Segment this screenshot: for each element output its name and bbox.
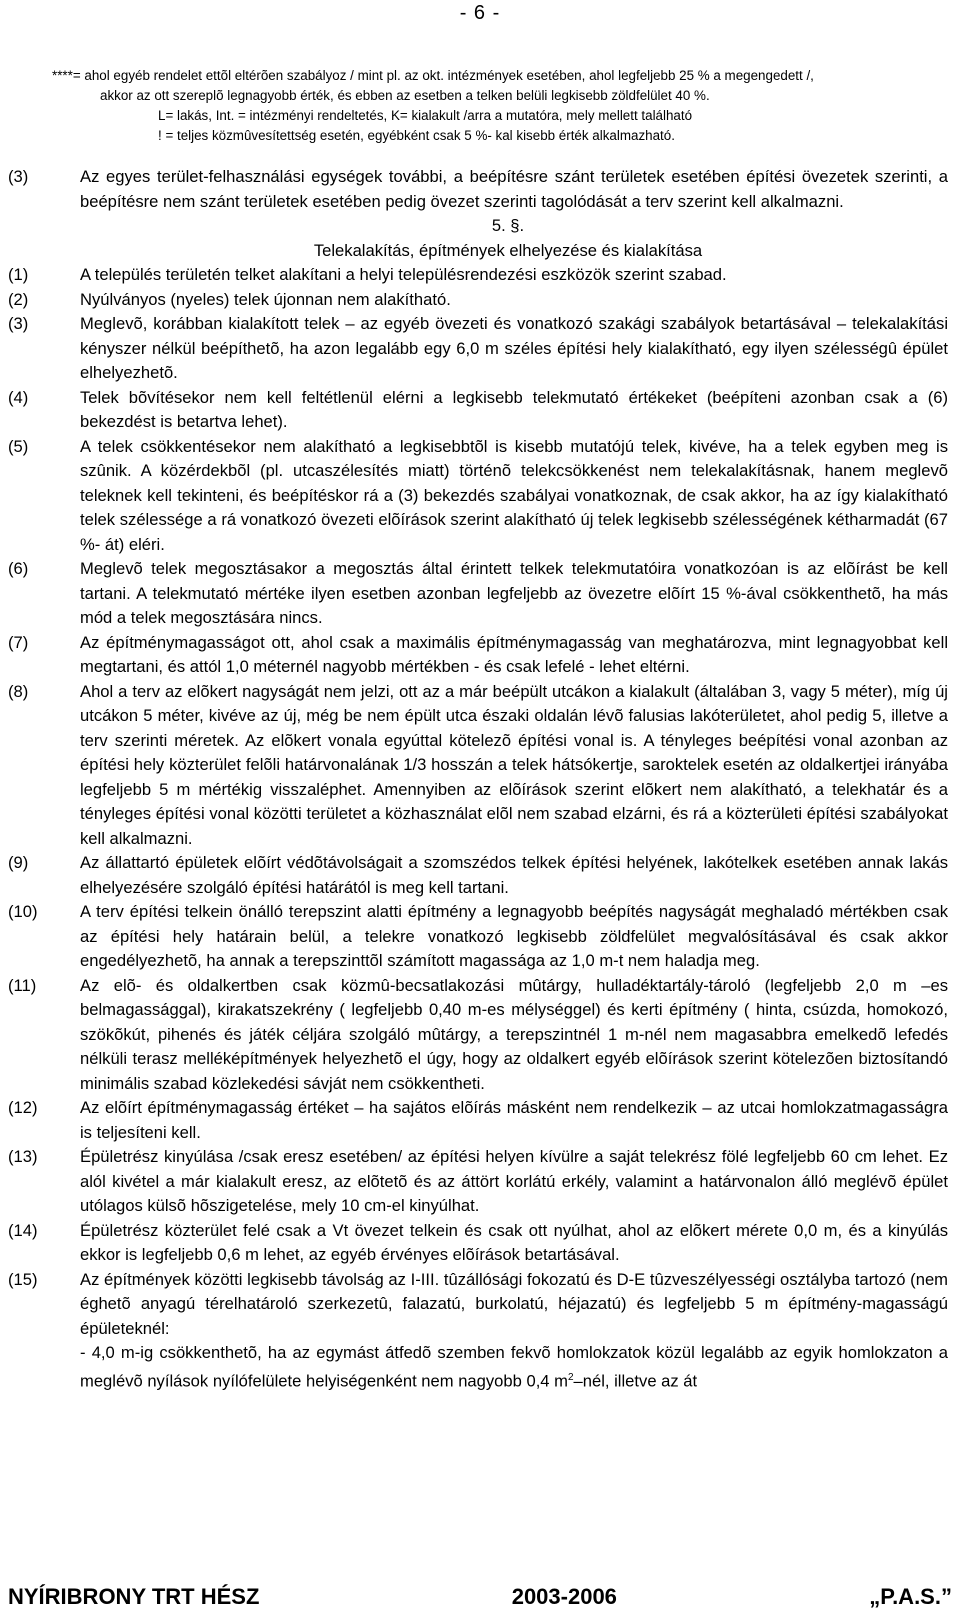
paragraph-number: (8) bbox=[8, 681, 29, 701]
paragraph-text: Nyúlványos (nyeles) telek újonnan nem alakítható. bbox=[80, 289, 451, 309]
note-line: L= lakás, Int. = intézményi rendeltetés, K= kialakult /arra a mutatóra, mely mellett található bbox=[158, 108, 693, 123]
dash-item-text bbox=[80, 1341, 948, 1394]
paragraph-text: Meglevõ telek megosztásakor a megosztás által érintett telkek telekmutatóira vonatkozóan is az elõírást be kell tartani. A telekmutató mértéke ilyen esetben azonban legfeljebb az övezetre elõírt 15 %-ával csökkenthetõ, ha más mód a telek megosztására nincs. bbox=[80, 559, 948, 627]
paragraph-text: A telek csökkentésekor nem alakítható a legkisebbtõl is kisebb mutatójú telek, kivéve, ha a telek egyben meg is szûnik. A közérdekbõl (pl. utcaszélesítés miatt) történõ telekcsökkenést nem telekalakításnak, hanem meglevõ teleknek kell tekinteni, és beépítéskor rá a (3) bekezdés szabályai vonatkoznak, de csak akkor, ha az így kialakítható telek szélessége a rá vonatkozó övezeti elõírások szerint alakítható új telek legkisebb szélességének kétharmadát (67 %- át) eléri. bbox=[80, 436, 948, 554]
paragraph-number: (6) bbox=[8, 559, 29, 578]
paragraph bbox=[8, 680, 948, 852]
paragraph bbox=[8, 1145, 948, 1219]
paragraph-number: (11) bbox=[8, 975, 37, 995]
paragraph bbox=[8, 900, 948, 974]
paragraph bbox=[8, 386, 948, 435]
paragraph-number: (3) bbox=[8, 314, 29, 333]
paragraph-text: Ahol a terv az elõkert nagyságát nem jelzi, ott az a már beépült utcákon a kialakult (általában 3, vagy 5 méter), míg új utcákon 5 méter, kivéve az új, még be nem épült utca északi oldalán lévõ falusias lakóterületet, ahol pedig 5, illetve a terv szerinti méretek. Az elõkert vonala egyúttal kötelezõ építési vonal is. A tényleges beépítési vonal azonban az építési hely közterület felõli határvonalának 1/3 hosszán a telek hátsókertje, saroktelek esetén az oldalkertjei irányába legfeljebb 5 m mértékig visszaléphet. Amennyiben az elõírások szerint elõkert nem alakítható, a telekhatár és a tényleges építési vonal közötti területet a közhasználat elõl nem szabad elzárni, és rá a közterületi építési szabályokat kell alkalmazni. bbox=[80, 681, 948, 848]
footer-center: 2003-2006 bbox=[511, 1584, 617, 1609]
paragraph-number: (12) bbox=[8, 1098, 38, 1117]
dash-item-text-after: –nél, illetve az át bbox=[573, 1371, 698, 1391]
paragraph bbox=[8, 288, 948, 313]
paragraph-number: (2) bbox=[8, 289, 29, 309]
paragraph bbox=[8, 1219, 948, 1268]
paragraph bbox=[8, 263, 948, 288]
note-line: ! = teljes közmûvesítettség esetén, egyébként csak 5 %- kal kisebb érték alkalmazható. bbox=[158, 128, 675, 143]
paragraph-number: (14) bbox=[8, 1220, 38, 1240]
paragraph bbox=[8, 1268, 948, 1342]
paragraph-number: (10) bbox=[8, 902, 38, 921]
paragraph-number: (4) bbox=[8, 387, 29, 407]
paragraph bbox=[8, 1096, 948, 1145]
paragraph bbox=[8, 312, 948, 386]
paragraph-text: Épületrész kinyúlása /csak eresz esetében/ az építési helyen kívülre a saját telekrész fölé legfeljebb 60 cm lehet. Ez alól kivétel a már kialakult eresz, az elõtetõ és az áttört korlátú erkély, valamint a határvonalon álló meglévõ épület utólagos külsõ hõszigetelése, mely 10 cm-el kinyúlhat. bbox=[80, 1147, 948, 1215]
paragraph-number: (5) bbox=[8, 436, 29, 456]
paragraph-text: Az elõ- és oldalkertben csak közmû-becsatlakozási mûtárgy, hulladéktartály-tároló (legfeljebb 2,0 m –es belmagassággal), kirakatszekrény ( legfeljebb 0,40 m-es mélységgel) és kerti építmény ( hinta, csúzda, homokozó, szökõkút, pihenés és játék céljára szolgáló mûtárgy, a terepszintnél 1 m-nél nem magasabbra emelkedõ lefedés nélküli terasz melléképítmények helyezhetõ el úgy, hogy az oldalkert egyéb elõírások szerint kötelezõen biztosítandó minimális szabad közlekedési sávját nem csökkentheti. bbox=[80, 975, 948, 1093]
paragraph-number: (15) bbox=[8, 1269, 38, 1289]
section-title: Telekalakítás, építmények elhelyezése és kialakítása bbox=[313, 240, 703, 260]
paragraph-text: A település területén telket alakítani a helyi településrendezési eszközök szerint szabad. bbox=[80, 265, 727, 284]
section-number: 5. §. bbox=[491, 216, 525, 235]
paragraph-text: Az elõírt építménymagasság értéket – ha sajátos elõírás másként nem rendelkezik – az utcai homlokzatmagasságra is teljesíteni kell. bbox=[80, 1098, 948, 1142]
paragraph-number: (7) bbox=[8, 632, 29, 652]
paragraph bbox=[8, 435, 948, 558]
paragraph-text: Telek bõvítésekor nem kell feltétlenül elérni a legkisebb telekmutató értékeket (beépíteni azonban csak a (6) bekezdést is betartva lehet). bbox=[80, 387, 948, 431]
paragraph-text: Az állattartó épületek elõírt védõtávolságait a szomszédos telkek építési helyének, lakótelkek esetében annak lakás elhelyezésére szolgáló építési határától is meg kell tartani. bbox=[80, 853, 948, 897]
paragraph-text: Az egyes terület-felhasználási egységek további, a beépítésre szánt területek esetében építési övezetek szerinti, a beépítésre nem szánt területek esetében pedig övezet szerinti tagolódását a terv szerint kell alkalmazni. bbox=[80, 167, 948, 211]
note-line: akkor az ott szereplõ legnagyobb érték, és ebben az esetben a telken belüli legkisebb zöldfelület 40 %. bbox=[100, 88, 710, 103]
paragraph-number: (13) bbox=[8, 1147, 38, 1166]
note-line: ****= ahol egyéb rendelet ettõl eltérõen szabályoz / mint pl. az okt. intézmények esetében, ahol legfeljebb 25 % a megengedett /, bbox=[52, 68, 814, 83]
paragraph bbox=[8, 557, 948, 631]
paragraph bbox=[8, 851, 948, 900]
superscript: 2 bbox=[567, 1371, 574, 1383]
page-footer bbox=[8, 1584, 952, 1610]
page-number: - 6 - bbox=[459, 2, 501, 24]
paragraph-number: (9) bbox=[8, 853, 29, 872]
paragraph-number: (3) bbox=[8, 167, 29, 186]
paragraph bbox=[8, 631, 948, 680]
paragraph-text: Az építménymagasságot ott, ahol csak a maximális építménymagasság van meghatározva, mint legnagyobbat kell megtartani, és attól 1,0 méternél nagyobb mértékben - és csak lefelé - lehet eltérni. bbox=[80, 632, 948, 676]
paragraph-text: A terv építési telkein önálló terepszint alatti építmény a legnagyobb beépítés nagyságát meghaladó mértékben csak az építési hely határain belül, a telekre vonatkozó legkisebb zöldfelület megvalósításával és csak akkor engedélyezhetõ, ha annak a terepszinttõl számított magassága az 1,0 m-t nem haladja meg. bbox=[80, 902, 948, 970]
paragraph-text: Épületrész közterület felé csak a Vt övezet telkein és csak ott nyúlhat, ahol az elõkert mérete 0,0 m, és a kinyúlás ekkor is legfeljebb 0,6 m lehet, az egyéb érvényes elõírások betartásával. bbox=[80, 1220, 948, 1264]
paragraph-text: Meglevõ, korábban kialakított telek – az egyéb övezeti és vonatkozó szakági szabályok betartásával – telekalakítási kényszer nélkül beépíthetõ, ha azon legalább egy 6,0 m széles építési hely kialakítható, egy ilyen szélességû épület elhelyezhetõ. bbox=[80, 314, 948, 382]
dash-item-text-before: - 4,0 m-ig csökkenthetõ, ha az egymást átfedõ szemben fekvõ homlokzatok közül legalább az egyik homlokzaton a meglévõ nyílások nyílófelülete helyiségenként nem nagyobb 0,4 m bbox=[80, 1343, 948, 1391]
paragraph bbox=[8, 974, 948, 1097]
footer-right: „P.A.S.” bbox=[869, 1584, 952, 1609]
dash-item bbox=[8, 1341, 948, 1394]
paragraph-text: Az építmények közötti legkisebb távolság az I-III. tûzállósági fokozatú és D-E tûzveszélyességi osztályba tartozó (nem éghetõ anyagú térelhatároló szerkezetû, falazatú, burkolatú, héjazatú) és legfeljebb 5 m építmény-magasságú épületeknél: bbox=[80, 1269, 948, 1338]
paragraph bbox=[8, 165, 948, 214]
footer-left: NYÍRIBRONY TRT HÉSZ bbox=[8, 1584, 260, 1609]
paragraph-number: (1) bbox=[8, 265, 29, 284]
document-body bbox=[8, 165, 948, 1394]
